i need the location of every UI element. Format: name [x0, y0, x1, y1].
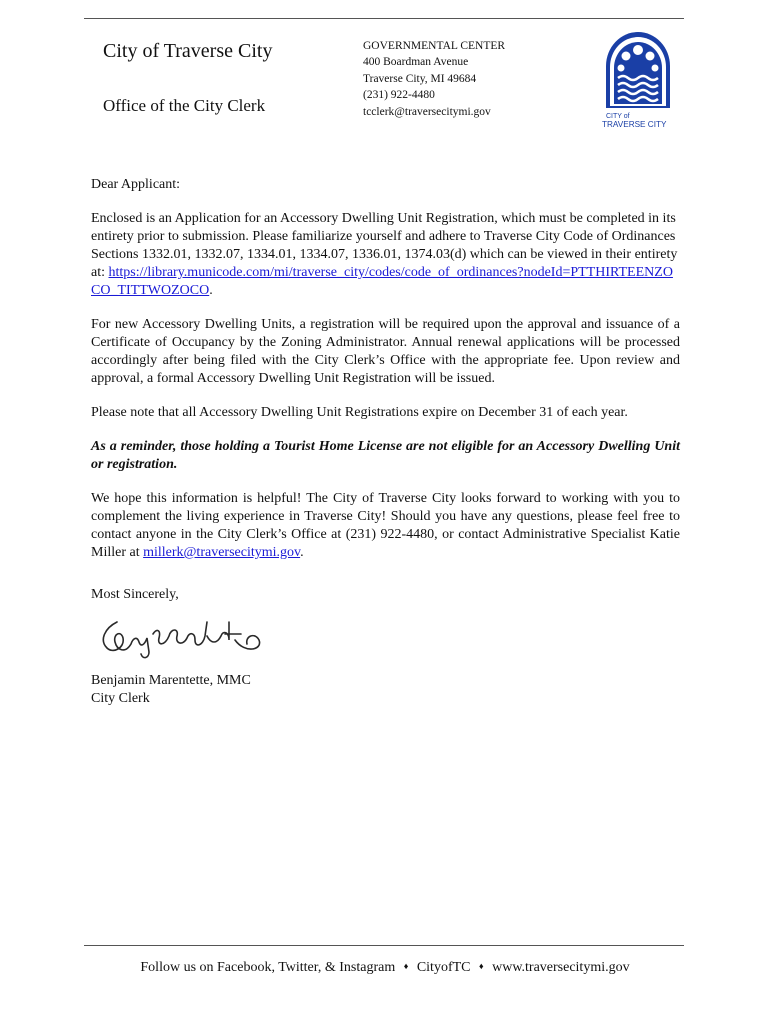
office-name: Office of the City Clerk	[103, 96, 266, 115]
paragraph-expiry: Please note that all Accessory Dwelling Unit Registrations expire on December 31 of each year.	[91, 405, 628, 420]
org-name: City of Traverse City	[103, 40, 273, 62]
letterhead-address	[363, 38, 505, 120]
salutation: Dear Applicant:	[91, 177, 181, 192]
paragraph-application	[91, 210, 680, 300]
city-logo	[600, 26, 676, 130]
logo-text-small: CITY of	[606, 113, 630, 120]
footer-handle: CityofTC	[416, 960, 471, 975]
paragraph-contact-text: We hope this information is helpful! The City of Traverse City looks forward to working with you to complement the living experience in Traverse City! Should you have any questions, please feel free to contact anyone in the City Clerk’s Office at (231) 922-4480, or contact Administrative Specialist Katie Miller at	[91, 491, 680, 560]
closing: Most Sincerely,	[91, 587, 179, 602]
paragraph-application-end: .	[209, 283, 213, 298]
signer-name: Benjamin Marentette, MMC	[91, 673, 251, 688]
paragraph-contact-end: .	[300, 545, 304, 560]
contact-email-link[interactable]: millerk@traversecitymi.gov	[143, 545, 301, 560]
footer-social: Follow us on Facebook, Twitter, & Instagram	[140, 960, 396, 975]
signer-title: City Clerk	[91, 691, 150, 706]
address-phone: (231) 922-4480	[363, 89, 435, 102]
address-center: GOVERNMENTAL CENTER	[363, 40, 506, 52]
diamond-icon: ♦	[403, 961, 409, 971]
address-email: tcclerk@traversecitymi.gov	[363, 105, 491, 118]
letter-body	[91, 176, 680, 708]
paragraph-reminder: As a reminder, those holding a Tourist Home License are not eligible for an Accessory Dwelling Unit or registration.	[91, 439, 680, 472]
address-city: Traverse City, MI 49684	[363, 72, 477, 85]
municode-link[interactable]: https://library.municode.com/mi/traverse_city/codes/code_of_ordinances?nodeId=PTTHIRTEENZOCO_TITTWOZOCO	[91, 265, 673, 298]
header-rule	[84, 18, 684, 19]
diamond-icon: ♦	[479, 961, 484, 971]
footer-rule	[84, 945, 684, 946]
footer-website: www.traversecitymi.gov	[492, 960, 630, 975]
letterhead-left	[103, 40, 272, 116]
paragraph-registration: For new Accessory Dwelling Units, a registration will be required upon the approval and issuance of a Certificate of Occupancy by the Zoning Administrator. Annual renewal applications will be processed accordingly after being filed with the City Clerk’s Office with the appropriate fee. Upon review and approval, a formal Accessory Dwelling Unit Registration will be issued.	[91, 317, 680, 386]
paragraph-contact	[91, 490, 680, 562]
logo-text-large: TRAVERSE CITY	[602, 120, 667, 129]
signature-image	[95, 614, 267, 664]
paragraph-application-text: Enclosed is an Application for an Accessory Dwelling Unit Registration, which must be completed in its entirety prior to submission. Please familiarize yourself and adhere to Traverse City Code of Ordinances Sections 1332.01, 1332.07, 1334.01, 1334.07, 1336.01, 1374.03(d) which can be viewed in their entirety at:	[91, 211, 678, 280]
footer	[0, 960, 770, 976]
address-street: 400 Boardman Avenue	[363, 56, 469, 69]
